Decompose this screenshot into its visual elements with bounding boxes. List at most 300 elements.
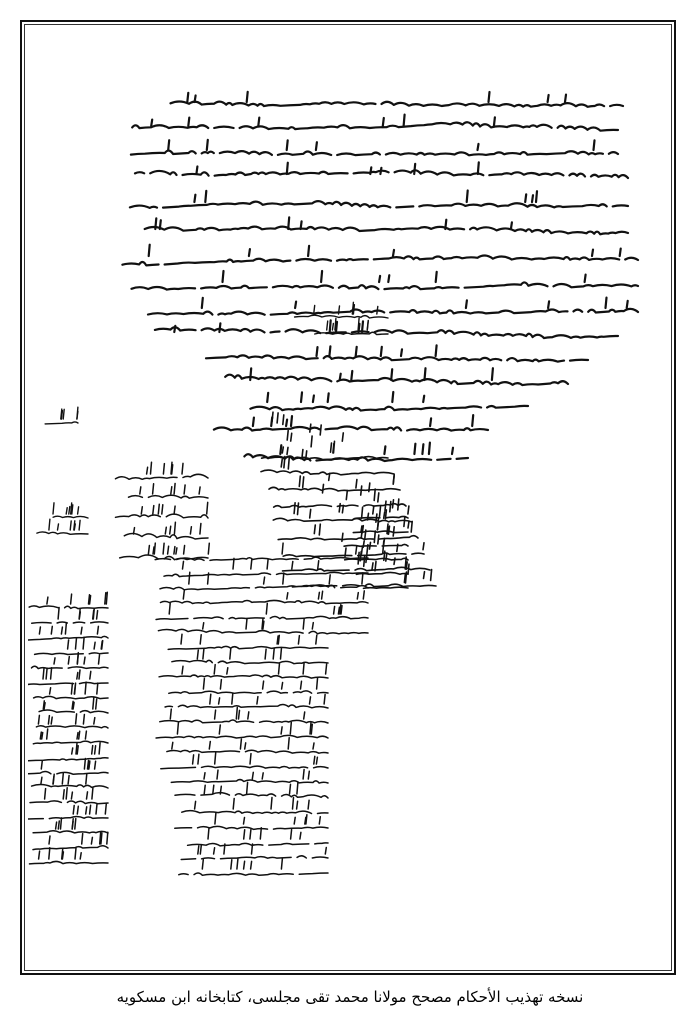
script-line-5-stroke xyxy=(511,222,512,229)
margin-left-1-stroke xyxy=(58,608,59,620)
dense-line-12-stroke xyxy=(290,722,291,734)
margin-left-5-stroke xyxy=(77,673,78,680)
margin-left-9 xyxy=(33,741,108,744)
margin-left-10-stroke xyxy=(72,748,73,754)
margin-left-3 xyxy=(35,653,108,655)
dense-line-3-stroke xyxy=(322,591,323,599)
margin-left-0-stroke xyxy=(106,592,107,604)
dense-line-20-stroke xyxy=(224,844,225,854)
dense-line-19-stroke xyxy=(300,832,301,839)
gloss-line-8-stroke xyxy=(424,572,425,579)
dense-line-18-stroke xyxy=(319,817,320,824)
margin-left-17 xyxy=(30,861,109,863)
script-line-4-stroke xyxy=(205,191,206,202)
dense-line-13-stroke xyxy=(245,743,246,749)
script-line-11-stroke xyxy=(340,374,341,380)
gloss-line-4-stroke xyxy=(323,484,324,493)
dense-line-2-stroke xyxy=(283,573,284,584)
dense-line-11-stroke xyxy=(236,708,237,720)
dense-line-18-stroke xyxy=(244,818,245,825)
script-line-3-stroke xyxy=(380,168,381,174)
margin-left-14 xyxy=(28,816,108,819)
margin-left-4-stroke xyxy=(84,657,85,664)
script-line-0-stroke xyxy=(247,92,248,102)
gloss-small-1-stroke xyxy=(408,521,409,528)
script-line-0-stroke xyxy=(489,92,490,102)
note-left-2-stroke xyxy=(332,323,333,330)
gloss-line-6-stroke xyxy=(298,503,299,514)
dense-line-4-stroke xyxy=(266,603,267,614)
dense-line-16-stroke xyxy=(297,782,298,794)
gloss-small-2-stroke xyxy=(389,526,390,534)
margin-heading-2-stroke xyxy=(141,507,142,514)
margin-left-3-stroke xyxy=(83,637,84,649)
dense-line-0-stroke xyxy=(356,546,357,554)
gloss-line-6-stroke xyxy=(310,509,311,518)
margin-left-7-stroke xyxy=(96,699,97,709)
script-line-9-stroke xyxy=(362,321,363,332)
dense-line-21-stroke xyxy=(244,861,245,869)
note-left-top-2-stroke xyxy=(70,521,71,530)
gloss-small-5-stroke xyxy=(404,573,405,582)
dense-line-8-stroke xyxy=(279,663,280,674)
margin-left-15 xyxy=(33,831,108,833)
margin-heading-3-stroke xyxy=(165,527,166,534)
dense-line-1-stroke xyxy=(251,560,252,570)
dense-line-1-stroke xyxy=(233,558,234,569)
dense-line-10 xyxy=(165,705,328,708)
script-line-4-stroke xyxy=(467,191,468,203)
margin-left-11-stroke xyxy=(84,759,85,770)
margin-left-12-stroke xyxy=(86,774,87,784)
script-line-2-stroke xyxy=(478,144,479,150)
gloss-line-3-stroke xyxy=(356,480,357,489)
dense-line-11 xyxy=(160,720,328,723)
gloss-small-0-stroke xyxy=(378,493,379,502)
script-line-0-stroke xyxy=(565,95,566,102)
margin-left-14-stroke xyxy=(90,805,91,814)
margin-left-8-stroke xyxy=(94,718,95,724)
note-left-2-stroke xyxy=(335,319,336,331)
margin-left-6-stroke xyxy=(50,688,51,694)
script-line-7 xyxy=(131,282,638,289)
gloss-line-3-stroke xyxy=(281,460,282,468)
dense-line-16 xyxy=(169,793,328,798)
dense-line-15-stroke xyxy=(303,770,304,780)
note-left-top xyxy=(47,516,88,518)
gloss-line-1-stroke xyxy=(311,436,312,447)
margin-left-14-stroke xyxy=(73,806,74,815)
dense-line-4-stroke xyxy=(334,607,335,615)
script-line-9 xyxy=(155,327,618,338)
dense-line-10-stroke xyxy=(219,698,220,704)
dense-line-17-stroke xyxy=(195,801,196,809)
script-line-8-stroke xyxy=(548,301,549,308)
dense-line-2-stroke xyxy=(189,572,190,584)
dense-line-7-stroke xyxy=(273,649,274,660)
margin-left-11 xyxy=(28,771,108,774)
dense-line-12-stroke xyxy=(219,725,220,734)
script-line-5-stroke xyxy=(445,220,446,229)
note-far-left-stroke xyxy=(61,411,62,419)
margin-heading-1-stroke xyxy=(153,484,154,494)
dense-line-17-stroke xyxy=(297,801,298,809)
margin-heading-1 xyxy=(123,495,208,498)
script-line-4-stroke xyxy=(536,191,537,202)
margin-left-4-stroke xyxy=(99,655,100,664)
script-line-10-stroke xyxy=(381,347,382,356)
margin-left-1-stroke xyxy=(79,609,80,619)
dense-line-5-stroke xyxy=(303,618,304,629)
margin-left-10-stroke xyxy=(99,743,100,754)
dense-line-4-stroke xyxy=(338,607,339,614)
dense-line-9-stroke xyxy=(282,683,283,690)
note-left-top-2-stroke xyxy=(58,524,59,530)
script-line-1-stroke xyxy=(151,120,152,126)
dense-line-16-stroke xyxy=(290,784,291,794)
margin-heading-3-stroke xyxy=(174,522,175,534)
script-line-3-stroke xyxy=(196,167,197,175)
margin-left-8 xyxy=(36,726,108,728)
margin-left-8-stroke xyxy=(38,715,39,724)
margin-left-6-stroke xyxy=(71,683,72,694)
gloss-line-0-stroke xyxy=(342,433,343,441)
margin-left-9-stroke xyxy=(77,733,78,739)
script-line-2-stroke xyxy=(287,140,288,150)
gloss-small-2-stroke xyxy=(393,527,394,536)
script-line-13-stroke xyxy=(472,415,473,426)
script-line-11-stroke xyxy=(351,371,352,380)
margin-left-12 xyxy=(32,784,108,788)
margin-left-13-stroke xyxy=(87,792,88,799)
note-far-left-stroke xyxy=(77,407,78,419)
dense-line-17-stroke xyxy=(271,798,272,810)
gloss-line-3-stroke xyxy=(369,483,370,492)
margin-left-8-stroke xyxy=(76,714,77,724)
note-left-1-stroke xyxy=(339,306,340,314)
margin-left-13-stroke xyxy=(92,788,93,799)
script-line-4-stroke xyxy=(194,195,195,202)
margin-heading-3-stroke xyxy=(134,528,135,534)
margin-heading-0-stroke xyxy=(147,467,148,474)
margin-heading-4-stroke xyxy=(163,543,164,554)
note-left-top-2-stroke xyxy=(49,519,50,530)
script-line-14-stroke xyxy=(452,448,453,454)
dense-line-9-stroke xyxy=(317,677,318,689)
margin-left-2-stroke xyxy=(97,626,98,634)
dense-line-19-stroke xyxy=(291,830,292,839)
margin-heading-2-stroke xyxy=(153,506,154,514)
dense-line-15-stroke xyxy=(308,771,309,779)
margin-left-14-stroke xyxy=(86,807,87,814)
script-line-9-stroke xyxy=(174,326,175,332)
dense-line-21-stroke xyxy=(237,859,238,869)
margin-left-6-stroke xyxy=(74,686,75,695)
script-line-8-stroke xyxy=(295,302,296,308)
margin-heading-3-stroke xyxy=(170,526,171,534)
script-line-11-stroke xyxy=(391,369,392,380)
margin-left-13-stroke xyxy=(71,792,72,799)
margin-left-4-stroke xyxy=(77,653,78,664)
script-line-0 xyxy=(165,101,623,106)
dense-line-17-stroke xyxy=(308,800,309,809)
note-left-top-stroke xyxy=(53,503,54,514)
dense-line-6-stroke xyxy=(316,635,317,644)
margin-left-16-stroke xyxy=(107,832,108,844)
script-line-12 xyxy=(250,406,528,411)
gloss-small-1-stroke xyxy=(404,517,405,527)
script-line-1-stroke xyxy=(494,117,495,126)
script-line-6-stroke xyxy=(308,246,309,256)
note-left-top-stroke xyxy=(69,507,70,514)
dense-line-6 xyxy=(162,646,328,649)
gloss-line-2-stroke xyxy=(282,447,283,453)
gloss-small-5-stroke xyxy=(375,562,376,571)
margin-heading-2-stroke xyxy=(162,505,163,514)
margin-left-0 xyxy=(29,606,108,609)
dense-line-0-stroke xyxy=(362,546,363,554)
margin-heading-4-stroke xyxy=(174,547,175,554)
margin-left-16-stroke xyxy=(82,834,83,844)
gloss-line-6 xyxy=(277,553,424,557)
dense-line-5-stroke xyxy=(312,623,313,629)
script-line-9-stroke xyxy=(330,320,331,332)
script-line-11-stroke xyxy=(250,368,251,380)
gloss-line-5-stroke xyxy=(362,507,363,518)
dense-line-6-stroke xyxy=(278,635,279,644)
dense-line-16-stroke xyxy=(247,782,248,794)
gloss-line-7-stroke xyxy=(319,524,320,535)
margin-left-3-stroke xyxy=(76,638,77,649)
dense-line-8-stroke xyxy=(214,665,215,674)
script-line-13-stroke xyxy=(430,418,431,426)
gloss-line-5-stroke xyxy=(411,521,412,532)
script-line-5-stroke xyxy=(288,217,289,229)
dense-line-5 xyxy=(158,629,368,633)
script-line-12-stroke xyxy=(423,396,424,402)
dense-line-5-stroke xyxy=(203,623,204,629)
dense-line-4-stroke xyxy=(340,605,341,614)
dense-line-17 xyxy=(182,811,328,814)
gloss-small-4-stroke xyxy=(394,558,395,564)
script-line-6-stroke xyxy=(620,249,621,256)
gloss-small-1-stroke xyxy=(380,507,381,517)
note-left-top-2-stroke xyxy=(74,521,75,530)
dense-line-18-stroke xyxy=(215,813,216,824)
dense-line-7-stroke xyxy=(203,649,204,659)
gloss-line-5-stroke xyxy=(368,513,369,520)
dense-line-10-stroke xyxy=(232,693,233,704)
margin-left-5-stroke xyxy=(79,670,80,679)
dense-line-9-stroke xyxy=(203,679,204,689)
dense-line-16-stroke xyxy=(204,785,205,794)
dense-line-11-stroke xyxy=(248,712,249,719)
script-line-12-stroke xyxy=(328,393,329,402)
manuscript-image xyxy=(28,28,668,968)
dense-line-21 xyxy=(173,873,328,875)
dense-line-8-stroke xyxy=(303,663,304,674)
dense-line-20-stroke xyxy=(325,848,326,855)
script-line-10 xyxy=(206,355,588,361)
script-line-6-stroke xyxy=(149,245,150,256)
script-line-6-stroke xyxy=(393,250,394,256)
gloss-line-1-stroke xyxy=(287,431,288,441)
script-line-12-stroke xyxy=(267,393,268,402)
margin-heading-4-stroke xyxy=(154,543,155,554)
script-line-12-stroke xyxy=(392,392,393,402)
script-line-5 xyxy=(145,227,628,235)
script-line-4-stroke xyxy=(525,194,526,202)
dense-line-10-stroke xyxy=(210,694,211,704)
dense-line-20-stroke xyxy=(200,845,201,854)
dense-line-15-stroke xyxy=(262,773,263,779)
gloss-line-0-stroke xyxy=(277,413,278,423)
margin-left-2 xyxy=(28,636,108,640)
gloss-line-8-stroke xyxy=(431,570,432,581)
margin-left-17-stroke xyxy=(62,849,63,859)
gloss-line-2-stroke xyxy=(302,450,303,459)
script-line-0-stroke xyxy=(548,95,549,102)
dense-line-15-stroke xyxy=(204,773,205,779)
margin-left-0-stroke xyxy=(89,595,90,604)
margin-left-12-stroke xyxy=(62,773,63,784)
margin-left-16-stroke xyxy=(91,837,92,844)
margin-left-15-stroke xyxy=(56,822,57,829)
note-left-top-2 xyxy=(37,532,88,534)
margin-left-2-stroke xyxy=(81,627,82,634)
note-left-1-stroke xyxy=(314,305,315,314)
gloss-line-5-stroke xyxy=(339,504,340,512)
dense-line-19-stroke xyxy=(250,830,251,839)
dense-line-1 xyxy=(164,572,368,576)
margin-heading-1-stroke xyxy=(184,485,185,494)
gloss-line-5 xyxy=(278,536,418,540)
margin-left-7-stroke xyxy=(72,701,73,709)
script-line-4-stroke xyxy=(532,195,533,202)
dense-line-7-stroke xyxy=(265,649,266,659)
margin-left-12-stroke xyxy=(41,777,42,784)
dense-line-15-stroke xyxy=(217,770,218,779)
margin-left-3-stroke xyxy=(102,641,103,649)
dense-line-12-stroke xyxy=(177,723,178,734)
gloss-line-1-stroke xyxy=(331,443,332,452)
dense-line-13-stroke xyxy=(209,742,210,750)
gloss-small-3-stroke xyxy=(384,538,385,546)
dense-line-0-stroke xyxy=(184,546,185,555)
script-line-1-stroke xyxy=(383,118,384,126)
gloss-line-6-stroke xyxy=(423,543,424,550)
dense-line-4 xyxy=(156,616,368,619)
gloss-small-4-stroke xyxy=(384,551,385,560)
gloss-line-0-stroke xyxy=(283,415,284,425)
margin-left-15-stroke xyxy=(61,818,62,829)
note-left-2-stroke xyxy=(327,321,328,330)
script-line-2-stroke xyxy=(316,142,317,150)
dense-line-20-stroke xyxy=(198,846,199,854)
margin-left-14-stroke xyxy=(96,804,97,814)
gloss-small-1-stroke xyxy=(373,506,374,514)
dense-line-21-stroke xyxy=(281,858,282,869)
dense-line-8-stroke xyxy=(182,666,183,674)
gloss-small-3-stroke xyxy=(374,531,375,543)
margin-left-11-stroke xyxy=(95,761,96,769)
dense-line-6-stroke xyxy=(181,634,182,644)
margin-left-2-stroke xyxy=(61,627,62,634)
dense-line-16-stroke xyxy=(220,786,221,794)
gloss-small-3-stroke xyxy=(365,530,366,539)
script-line-11-stroke xyxy=(492,368,493,380)
script-line-7-stroke xyxy=(585,275,586,282)
margin-heading-1-stroke xyxy=(199,487,200,494)
script-line-10-stroke xyxy=(317,347,318,356)
margin-heading-0-stroke xyxy=(163,464,164,474)
dense-line-11-stroke xyxy=(170,709,171,719)
gloss-line-4-stroke xyxy=(390,502,391,512)
note-left-2-stroke xyxy=(367,321,368,331)
margin-heading-2-stroke xyxy=(158,504,159,514)
gloss-line-4 xyxy=(273,518,412,522)
note-left-top-stroke xyxy=(66,508,67,514)
margin-left-0-stroke xyxy=(105,593,106,604)
dense-line-8-stroke xyxy=(227,668,228,674)
margin-left-2-stroke xyxy=(51,626,52,634)
script-line-2-stroke xyxy=(207,140,208,150)
script-line-13 xyxy=(214,427,488,431)
gloss-small-3-stroke xyxy=(397,544,398,551)
margin-heading-4-stroke xyxy=(148,546,149,555)
script-line-3-stroke xyxy=(370,167,371,174)
dense-line-2-stroke xyxy=(208,573,209,584)
dense-line-11-stroke xyxy=(215,710,216,719)
dense-line-11-stroke xyxy=(239,710,240,719)
margin-left-2-stroke xyxy=(39,627,40,634)
margin-left-10-stroke xyxy=(76,743,77,754)
dense-line-12-stroke xyxy=(281,727,282,734)
dense-line-14-stroke xyxy=(193,755,194,764)
dense-line-2-stroke xyxy=(362,573,363,584)
dense-line-3-stroke xyxy=(183,590,184,599)
script-line-2-stroke xyxy=(594,140,595,150)
gloss-small-0-stroke xyxy=(361,486,362,495)
margin-left-17-stroke xyxy=(75,848,76,859)
margin-left-17-stroke xyxy=(49,848,50,859)
margin-heading-2-stroke xyxy=(174,506,175,514)
gloss-line-2-stroke xyxy=(306,451,307,460)
script-line-2-stroke xyxy=(168,140,169,150)
margin-left-4 xyxy=(31,666,108,668)
margin-left-10 xyxy=(28,758,108,761)
margin-heading-4-stroke xyxy=(168,546,169,554)
dense-line-3-stroke xyxy=(287,593,288,599)
dense-line-18 xyxy=(169,826,328,829)
script-line-6-stroke xyxy=(249,249,250,256)
gloss-line-2-stroke xyxy=(393,474,394,484)
dense-line-7-stroke xyxy=(230,648,231,659)
dense-line-5-stroke xyxy=(246,619,247,630)
gloss-line-7-stroke xyxy=(342,533,343,541)
script-line-0-stroke xyxy=(187,93,188,102)
note-far-left-stroke xyxy=(63,409,64,419)
margin-left-7-stroke xyxy=(43,701,44,709)
script-line-10-stroke xyxy=(401,349,402,356)
margin-left-15-stroke xyxy=(72,822,73,830)
dense-line-4-stroke xyxy=(169,603,170,614)
dense-line-10-stroke xyxy=(310,697,311,704)
margin-left-7 xyxy=(33,710,108,713)
margin-left-9-stroke xyxy=(42,733,43,740)
dense-line-12-stroke xyxy=(311,724,312,734)
dense-line-12 xyxy=(156,735,328,738)
